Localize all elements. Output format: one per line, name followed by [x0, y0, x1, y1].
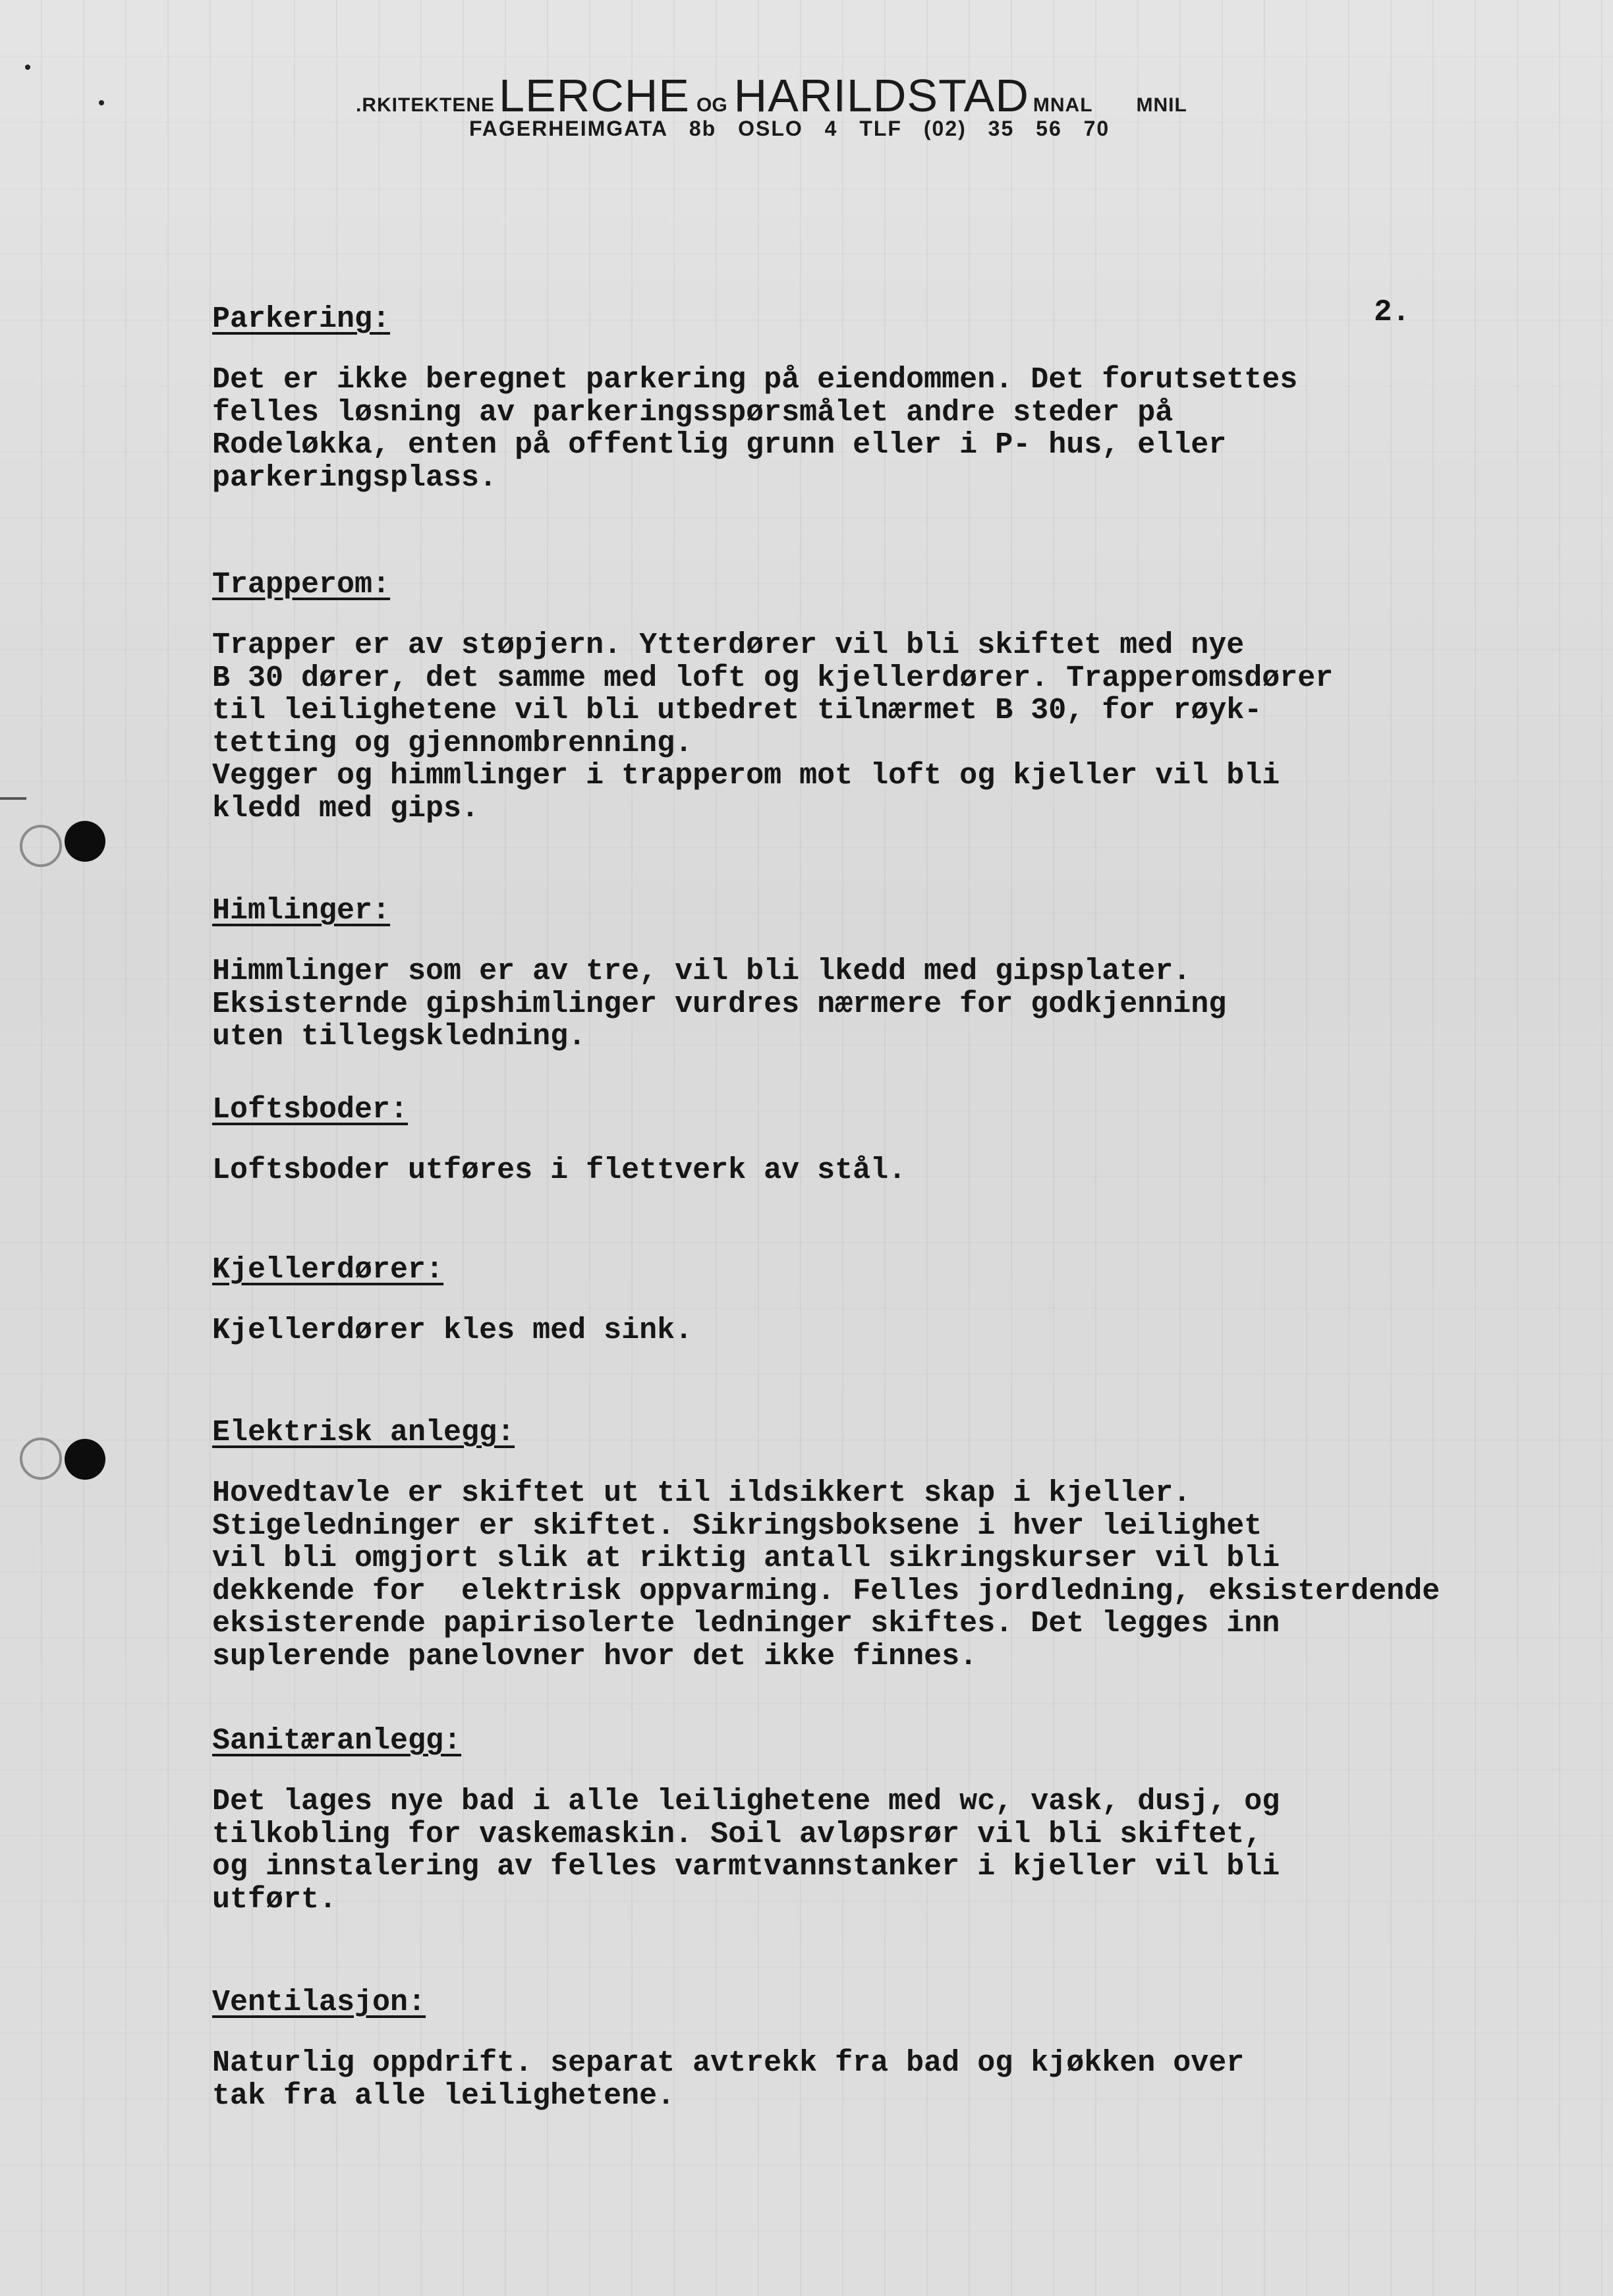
text-line: Trapper er av støpjern. Ytterdører vil bli skiftet med nye	[212, 629, 1245, 662]
text-line: Kjellerdører kles med sink.	[212, 1314, 693, 1347]
section-text	[212, 1314, 1504, 1347]
section-heading: Himlinger:	[212, 894, 391, 928]
punch-hole	[65, 821, 105, 862]
punch-hole-ring	[20, 825, 62, 867]
margin-mark	[0, 797, 26, 800]
letterhead-name-b: HARILDSTAD	[733, 70, 1029, 121]
text-line: suplerende panelovner hvor det ikke finnes.	[212, 1639, 978, 1673]
section-loftsboder	[212, 1094, 1504, 1187]
text-line: Hovedtavle er skiftet ut til ildsikkert skap i kjeller.	[212, 1476, 1191, 1510]
section-sanitaeranlegg	[212, 1725, 1504, 1916]
letterhead-title-2: MNIL	[1136, 94, 1187, 116]
scan-speck	[99, 100, 104, 105]
section-heading: Loftsboder:	[212, 1093, 409, 1127]
text-line: vil bli omgjort slik at riktig antall sikringskurser vil bli	[212, 1542, 1280, 1575]
section-heading: Kjellerdører:	[212, 1253, 444, 1287]
section-text	[212, 1785, 1504, 1916]
text-line: dekkende for elektrisk oppvarming. Felles jordledning, eksisterdende	[212, 1574, 1440, 1608]
letterhead-firm-line	[356, 69, 1311, 122]
section-text	[212, 629, 1504, 825]
text-line: uten tillegskledning.	[212, 1020, 586, 1053]
text-line: tilkobling for vaskemaskin. Soil avløpsrør vil bli skiftet,	[212, 1817, 1262, 1851]
text-line: Himmlinger som er av tre, vil bli lkedd med gipsplater.	[212, 955, 1191, 988]
section-text	[212, 2047, 1504, 2112]
punch-hole	[65, 1439, 105, 1480]
text-line: Vegger og himmlinger i trapperom mot loft og kjeller vil bli	[212, 759, 1280, 793]
section-elektrisk-anlegg	[212, 1416, 1504, 1673]
text-line: og innstalering av felles varmtvannstanker i kjeller vil bli	[212, 1850, 1280, 1884]
section-kjellerdorer	[212, 1254, 1504, 1347]
text-line: kledd med gips.	[212, 791, 480, 826]
section-heading: Ventilasjon:	[212, 1986, 426, 2019]
section-himlinger	[212, 895, 1504, 1053]
letterhead-name-a: LERCHE	[499, 70, 690, 121]
section-text	[212, 1477, 1504, 1673]
text-line: Stigeledninger er skiftet. Sikringsboksene i hver leilighet	[212, 1509, 1262, 1543]
text-line: Det lages nye bad i alle leilighetene med wc, vask, dusj, og	[212, 1785, 1280, 1818]
section-text	[212, 955, 1504, 1053]
letterhead-prefix: .RKITEKTENE	[356, 94, 495, 116]
text-line: Naturlig oppdrift. separat avtrekk fra bad og kjøkken over	[212, 2046, 1245, 2080]
text-line: parkeringsplass.	[212, 461, 497, 495]
section-text	[212, 364, 1504, 494]
section-heading: Elektrisk anlegg:	[212, 1416, 515, 1449]
section-heading: Sanitæranlegg:	[212, 1724, 462, 1758]
section-ventilasjon	[212, 1986, 1504, 2112]
text-line: tetting og gjennombrenning.	[212, 726, 693, 760]
text-line: utført.	[212, 1882, 337, 1917]
section-text	[212, 1154, 1504, 1187]
text-line: eksisterende papirisolerte ledninger skiftes. Det legges inn	[212, 1607, 1280, 1640]
text-line: Rodeløkka, enten på offentlig grunn eller i P- hus, eller	[212, 428, 1227, 462]
letterhead-title-1: MNAL	[1033, 94, 1093, 116]
page-number: 2.	[1374, 295, 1411, 329]
section-trapperom	[212, 569, 1504, 825]
letterhead-og: OG	[696, 94, 727, 116]
text-line: Eksisternde gipshimlinger vurdres nærmere for godkjenning	[212, 987, 1227, 1021]
section-heading: Trapperom:	[212, 568, 391, 602]
scan-speck	[25, 65, 30, 70]
text-line: Loftsboder utføres i flettverk av stål.	[212, 1154, 907, 1187]
text-line: tak fra alle leilighetene.	[212, 2079, 675, 2113]
text-line: Det er ikke beregnet parkering på eiendommen. Det forutsettes	[212, 363, 1298, 397]
section-parkering	[212, 303, 1504, 494]
text-line: B 30 dører, det samme med loft og kjellerdører. Trapperomsdører	[212, 661, 1334, 695]
text-line: felles løsning av parkeringsspørsmålet andre steder på	[212, 395, 1174, 430]
letterhead	[356, 69, 1311, 140]
letterhead-address: FAGERHEIMGATA 8b OSLO 4 TLF (02) 35 56 70	[469, 117, 1110, 140]
section-heading: Parkering:	[212, 302, 391, 336]
punch-hole-ring	[20, 1438, 62, 1480]
text-line: til leilighetene vil bli utbedret tilnærmet B 30, for røyk-	[212, 694, 1262, 727]
